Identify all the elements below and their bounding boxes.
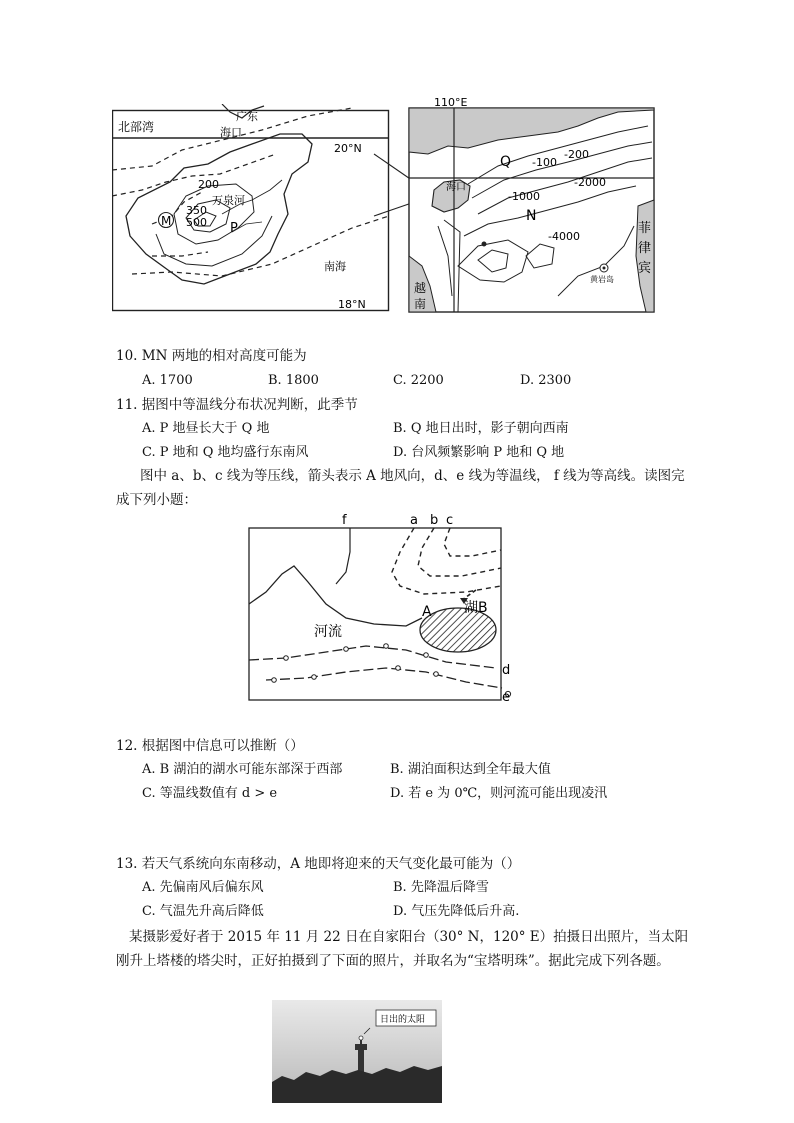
question-10-option-b: B. 1800 — [268, 373, 319, 388]
label-guangdong: 广东 — [236, 110, 258, 123]
label-lat20: 20°N — [334, 142, 362, 155]
label-phil-1: 菲 — [638, 221, 652, 236]
question-13-option-a: A. 先偏南风后偏东风 — [142, 880, 264, 895]
fig2-label-d: d — [502, 663, 511, 678]
label-gulf: 北部湾 — [118, 120, 155, 134]
fig2-label-a: a — [410, 513, 418, 528]
label-m: M — [161, 214, 172, 228]
question-12-option-b: B. 湖泊面积达到全年最大值 — [390, 762, 551, 777]
question-12-option-d: D. 若 e 为 0℃，则河流可能出现凌汛 — [390, 786, 608, 801]
label-d1000: -1000 — [508, 190, 540, 203]
question-12-option-a: A. B 湖泊的湖水可能东部深于西部 — [142, 762, 343, 777]
question-11-option-b: B. Q 地日出时，影子朝向西南 — [393, 421, 569, 436]
question-13-option-d: D. 气压先降低后升高. — [393, 904, 520, 919]
fig2-label-river: 河流 — [314, 624, 342, 640]
question-12-option-c: C. 等温线数值有 d > e — [142, 786, 278, 801]
label-p: P — [230, 221, 238, 236]
label-q: Q — [500, 154, 512, 170]
label-phil-2: 律 — [638, 241, 652, 256]
fig2-label-f: f — [342, 513, 347, 528]
question-10-option-d: D. 2300 — [520, 373, 572, 388]
fig2-label-c: c — [446, 513, 454, 528]
question-10-stem: 10. MN 两地的相对高度可能为 — [116, 348, 307, 364]
label-c200: 200 — [198, 178, 219, 191]
intro-paragraph-3: 某摄影爱好者于 2015 年 11 月 22 日在自家阳台（30° N，120° E）拍摄日出照片，当太阳刚升上塔楼的塔尖时，正好拍摄到了下面的照片，并取名为“宝塔明珠”。据此完成下列各题。 — [116, 929, 689, 969]
question-11-stem: 11. 据图中等温线分布状况判断，此季节 — [116, 397, 358, 413]
question-13-stem: 13. 若天气系统向东南移动，A 地即将迎来的天气变化最可能为（） — [116, 856, 521, 872]
fig2-label-b: b — [430, 513, 439, 528]
intro-paragraph-2: 图中 a、b、c 线为等压线，箭头表示 A 地风向，d、e 线为等温线， f 线为等高线。读图完成下列小题： — [116, 468, 685, 508]
question-13-option-c: C. 气温先升高后降低 — [142, 904, 264, 919]
label-yue: 越 — [414, 281, 427, 295]
label-huangyan: 黄岩岛 — [590, 275, 614, 284]
question-13-option-b: B. 先降温后降雪 — [393, 880, 489, 895]
question-10-option-c: C. 2200 — [393, 373, 444, 388]
question-11-option-a: A. P 地昼长大于 Q 地 — [142, 421, 270, 436]
hainan-isotherm-map — [112, 104, 390, 312]
label-d200: -200 — [564, 148, 589, 161]
question-12-stem: 12. 根据图中信息可以推断（） — [116, 738, 304, 754]
isobar-isotherm-figure — [246, 512, 516, 704]
label-c500: 500 — [186, 216, 207, 229]
label-wanquan: 万泉河 — [212, 194, 245, 207]
label-d4000: -4000 — [548, 230, 580, 243]
fig2-label-lake-b: 湖B — [464, 600, 488, 616]
label-lon110: 110°E — [434, 96, 468, 109]
label-d2000: -2000 — [574, 176, 606, 189]
label-phil-3: 宾 — [638, 261, 652, 276]
fig2-label-e: e — [502, 690, 510, 704]
sunrise-pagoda-photo — [272, 1000, 442, 1103]
label-nan: 南 — [414, 297, 427, 311]
question-10-option-a: A. 1700 — [142, 373, 193, 388]
photo-caption: 日出的太阳 — [380, 1015, 426, 1025]
question-11-option-c: C. P 地和 Q 地均盛行东南风 — [142, 445, 309, 460]
question-11-option-d: D. 台风频繁影响 P 地和 Q 地 — [393, 445, 565, 460]
label-haikou-right: 海口 — [446, 182, 466, 193]
fig2-label-lake-a: A — [422, 604, 432, 620]
label-haikou: 海口 — [220, 126, 242, 139]
label-d100: -100 — [532, 156, 557, 169]
label-lat18: 18°N — [338, 298, 366, 311]
south-china-sea-bathymetry-map — [408, 96, 656, 314]
label-n: N — [526, 208, 537, 224]
label-c350: 350 — [186, 204, 207, 217]
label-nanhai: 南海 — [324, 260, 346, 273]
